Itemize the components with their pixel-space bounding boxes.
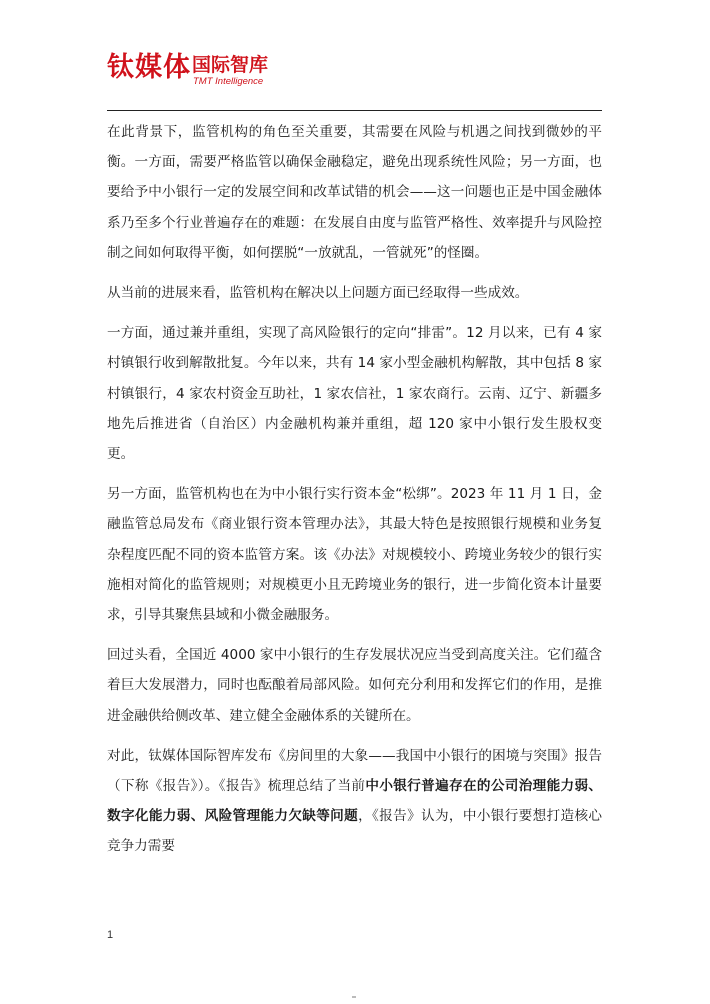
paragraph-6-start: 对此，钛媒体国际智库发布《房间里的大象——我国中小银行的困境与突围》报告（下称《报告》）。《报告》梳理总结了当前	[107, 747, 602, 795]
paragraph-6	[107, 741, 602, 862]
paragraph-6-end: ，《报告》认为，中小银行要想打造核心竞争力需要	[107, 808, 602, 855]
paragraph-2: 从当前的进展来看，监管机构在解决以上问题方面已经取得一些成效。	[107, 285, 529, 302]
paragraph-6-bold: 中小银行普遍存在的公司治理能力弱、数字化能力弱、风险管理能力欠缺等问题	[107, 778, 602, 825]
paragraph-5: 回过头看，全国近 4000 家中小银行的生存发展状况应当受到高度关注。它们蕴含着巨大发展潜力，同时也酝酿着局部风险。如何充分利用和发挥它们的作用，是推进金融供给侧改革、建立健全金融体系的关键所在。	[107, 647, 602, 724]
logo-sub-text: 国际智库	[192, 54, 269, 76]
page-number: 1	[107, 929, 114, 941]
paragraph-1: 在此背景下，监管机构的角色至关重要，其需要在风险与机遇之间找到微妙的平衡。一方面，需要严格监管以确保金融稳定，避免出现系统性风险；另一方面，也要给予中小银行一定的发展空间和改革试错的机会——这一问题也正是中国金融体系乃至多个行业普遍存在的难题：在发展自由度与监管严格性、效率提升与风险控制之间如何取得平衡，如何摆脱“一放就乱，一管就死”的怪圈。	[107, 124, 602, 261]
footer-mark	[352, 996, 356, 998]
paragraph-3: 一方面，通过兼并重组，实现了高风险银行的定向“排雷”。12 月以来，已有 4 家村镇银行收到解散批复。今年以来，共有 14 家小型金融机构解散，其中包括 8 家村镇银行，4 家农村资金互助社，1 家农信社，1 家农商行。云南、辽宁、新疆多地先后推进省（自治区）内金融机构兼并重组，超 120 家中小银行发生股权变更。	[107, 325, 602, 463]
logo-main-text: 钛媒体	[107, 52, 191, 83]
logo-english-text: TMT Intelligence	[193, 76, 264, 87]
paragraph-4: 另一方面，监管机构也在为中小银行实行资本金“松绑”。2023 年 11 月 1 日，金融监管总局发布《商业银行资本管理办法》，其最大特色是按照银行规模和业务复杂程度匹配不同的资本监管方案。该《办法》对规模较小、跨境业务较少的银行实施相对简化的监管规则；对规模更小且无跨境业务的银行，进一步简化资本计量要求，引导其聚焦县域和小微金融服务。	[107, 486, 602, 624]
article-body	[107, 117, 602, 872]
header-divider	[107, 110, 602, 111]
